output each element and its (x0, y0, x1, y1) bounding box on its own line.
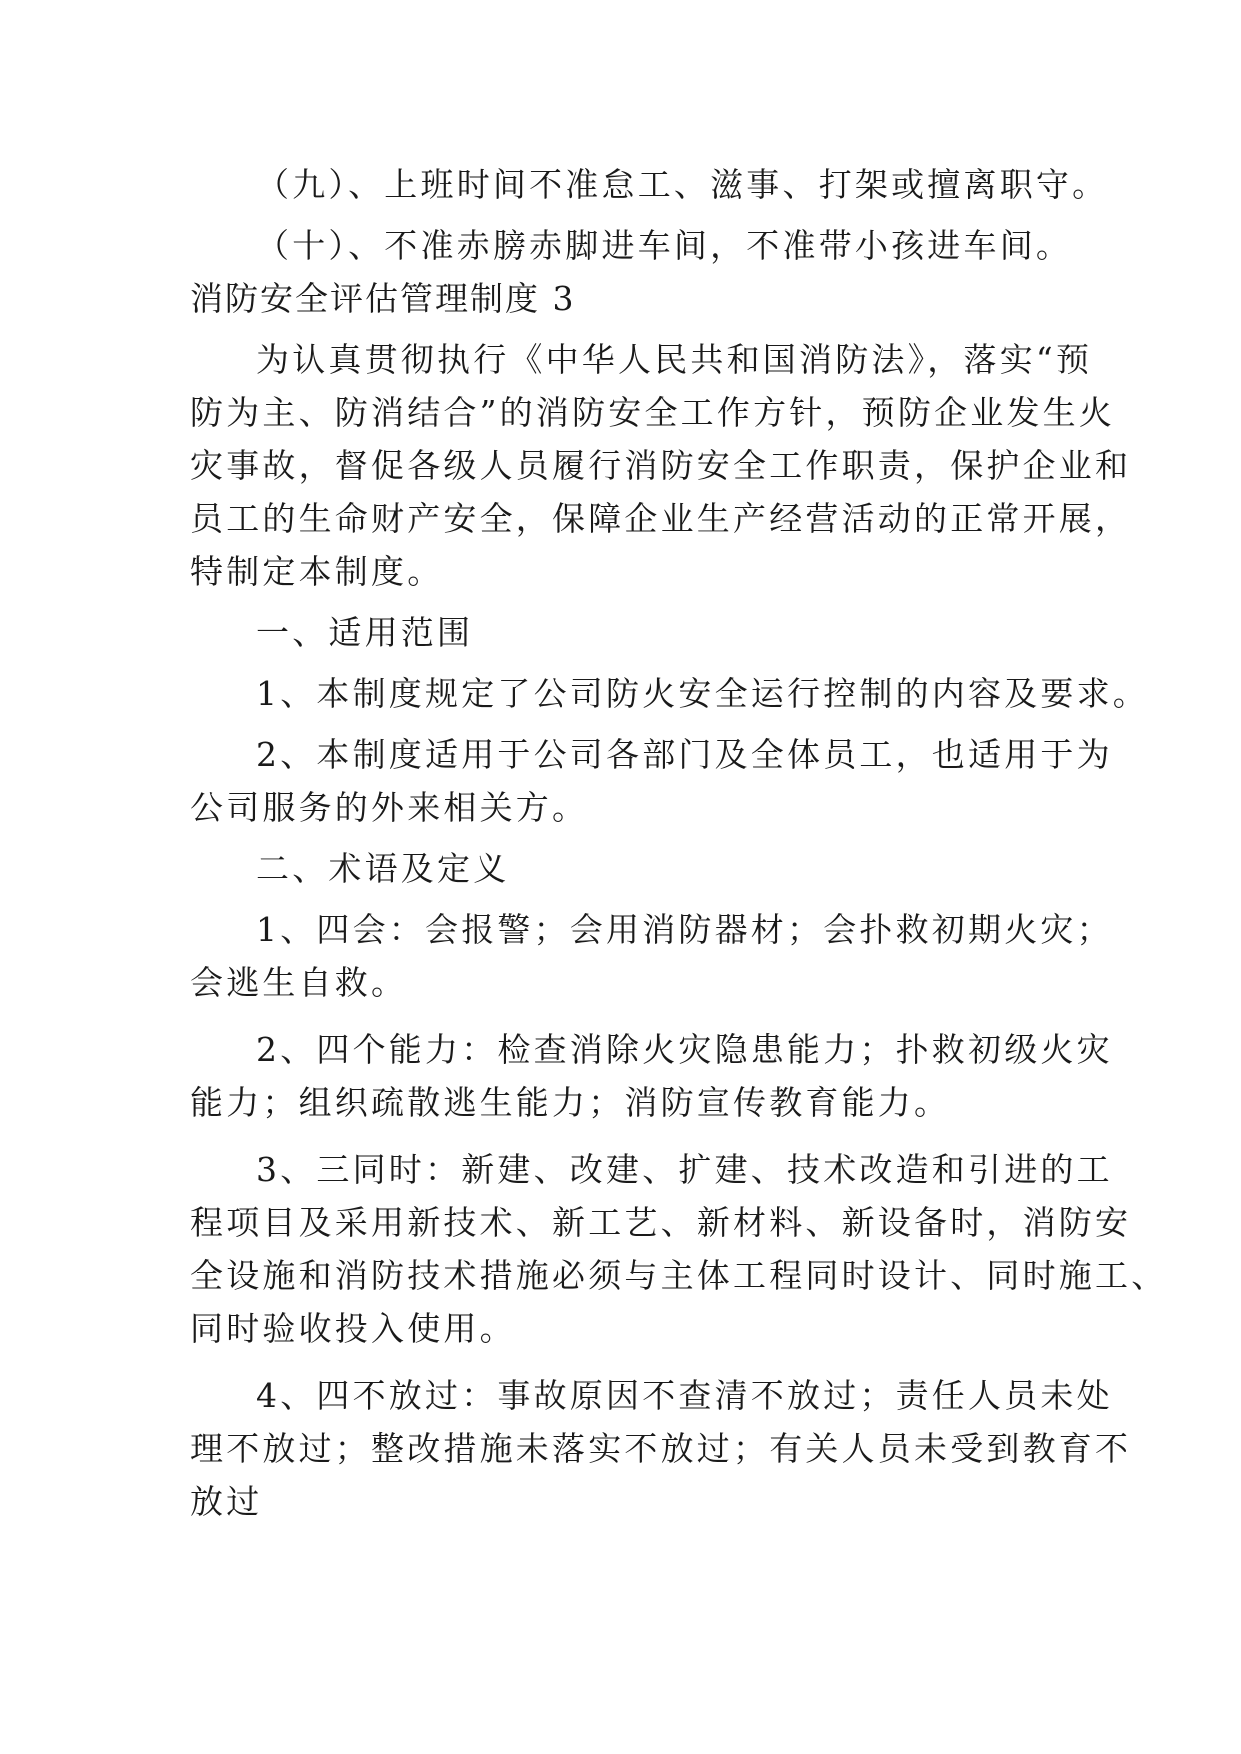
intro-paragraph-line-1: 为认真贯彻执行《中华人民共和国消防法》，落实“预 (256, 340, 1093, 379)
term-item-3-line-2: 程项目及采用新技术、新工艺、新材料、新设备时，消防安 (190, 1203, 1132, 1242)
intro-paragraph-line-2: 防为主、防消结合”的消防安全工作方针，预防企业发生火 (190, 393, 1116, 432)
rule-item-9: （九）、上班时间不准怠工、滋事、打架或擅离职守。 (256, 165, 1109, 204)
term-item-1-line-2: 会逃生自救。 (190, 963, 408, 1002)
term-item-2-line-1: 2、四个能力：检查消除火灾隐患能力；扑救初级火灾 (256, 1030, 1113, 1069)
intro-paragraph-line-3: 灾事故，督促各级人员履行消防安全工作职责，保护企业和 (190, 446, 1132, 485)
scope-item-1: 1、本制度规定了公司防火安全运行控制的内容及要求。 (256, 674, 1149, 713)
heading-terms: 二、术语及定义 (256, 849, 510, 888)
term-item-3-line-1: 3、三同时：新建、改建、扩建、技术改造和引进的工 (256, 1150, 1113, 1189)
term-item-2-line-2: 能力；组织疏散逃生能力；消防宣传教育能力。 (190, 1083, 951, 1122)
term-item-4-line-1: 4、四不放过：事故原因不查清不放过；责任人员未处 (256, 1376, 1113, 1415)
rule-item-10: （十）、不准赤膀赤脚进车间，不准带小孩进车间。 (256, 226, 1073, 265)
section-title: 消防安全评估管理制度 3 (190, 279, 576, 318)
term-item-4-line-2: 理不放过；整改措施未落实不放过；有关人员未受到教育不 (190, 1429, 1132, 1468)
scope-item-2-line-2: 公司服务的外来相关方。 (190, 788, 589, 827)
intro-paragraph-line-5: 特制定本制度。 (190, 552, 444, 591)
document-body (190, 158, 1168, 1528)
term-item-4-line-3: 放过 (190, 1482, 263, 1521)
heading-scope: 一、适用范围 (256, 613, 474, 652)
term-item-1-line-1: 1、四会：会报警；会用消防器材；会扑救初期火灾； (256, 910, 1113, 949)
term-item-3-line-4: 同时验收投入使用。 (190, 1309, 516, 1348)
scope-item-2-line-1: 2、本制度适用于公司各部门及全体员工，也适用于为 (256, 735, 1113, 774)
intro-paragraph-line-4: 员工的生命财产安全，保障企业生产经营活动的正常开展， (190, 499, 1132, 538)
term-item-3-line-3: 全设施和消防技术措施必须与主体工程同时设计、同时施工、 (190, 1256, 1168, 1295)
